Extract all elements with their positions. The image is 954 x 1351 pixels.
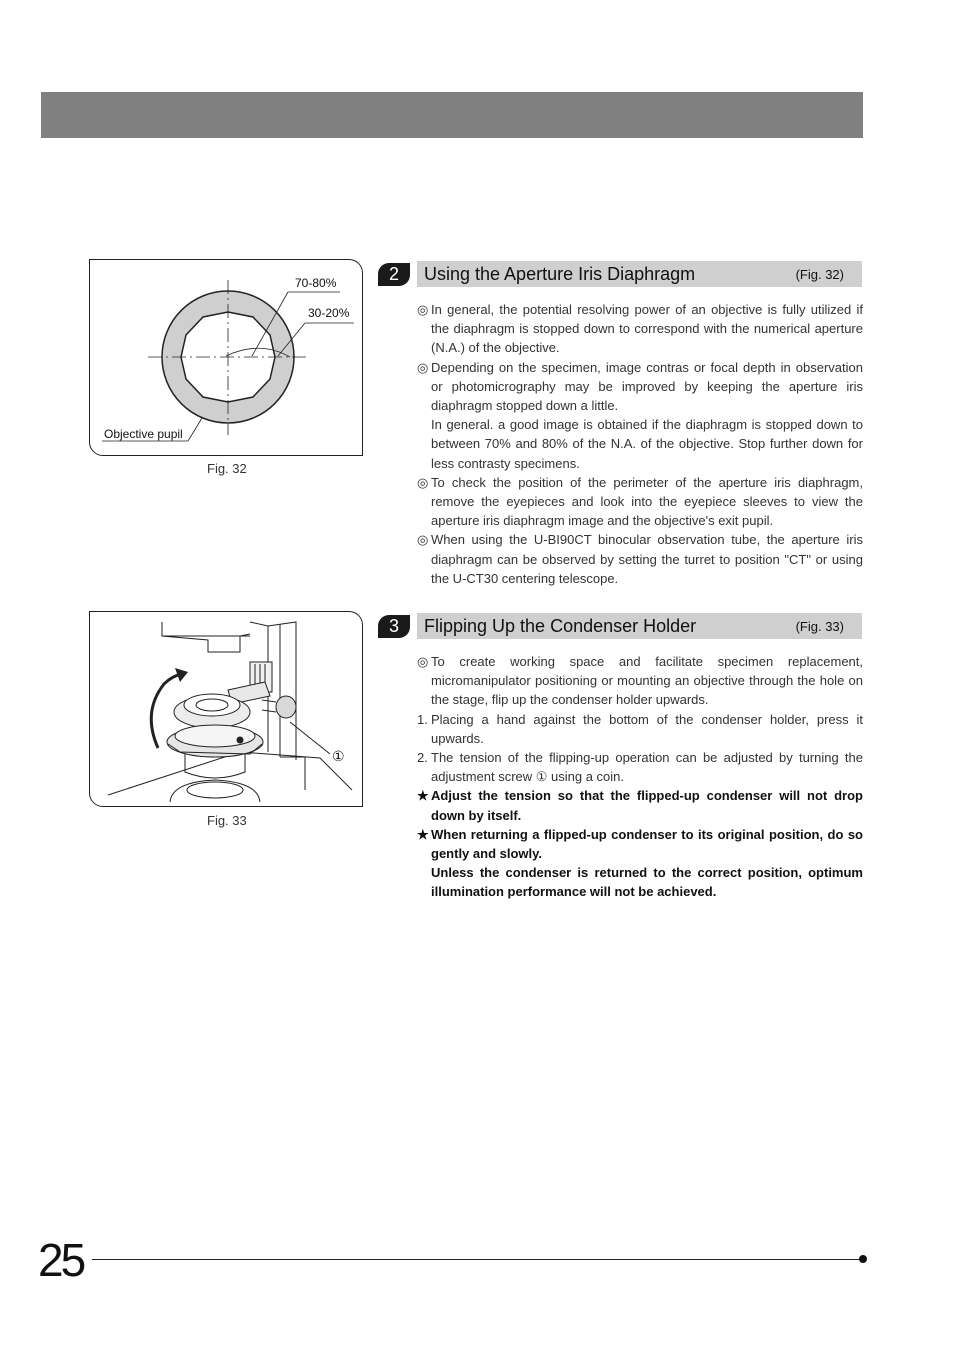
fig32-caption: Fig. 32 [207, 461, 247, 476]
section-3-paragraph-1: ◎ To create working space and facilitate specimen replacement, micromanipulator positioning or mounting an objective through the hole on the stage, flip up the condenser holder upwards. [417, 654, 863, 708]
header-band [41, 92, 863, 138]
section-2-paragraph-4: ◎ When using the U-BI90CT binocular observation tube, the aperture iris diaphragm can be observed by setting the turret to position "CT" or using the U-CT30 centering telescope. [417, 532, 863, 586]
bullet-mark: ◎ [417, 654, 429, 669]
section-3-header [378, 613, 862, 639]
footer-dot [859, 1255, 867, 1263]
bullet-mark: ◎ [417, 532, 429, 548]
callout-screw: ① [332, 748, 345, 764]
section-2-header [378, 261, 862, 287]
section-3-body [417, 652, 863, 902]
section-2-number: 2 [378, 263, 410, 286]
step-number: 2. [417, 750, 428, 766]
star-icon: ★ [417, 788, 429, 804]
section-3-note-2: ★ When returning a flipped-up condenser to its original position, do so gently and slowly. Unless the condenser is returned to the correct position, optimum illumination performance will not be achieved. [417, 825, 863, 902]
label-30-20: 30-20% [308, 306, 350, 320]
figure-32 [89, 259, 363, 456]
footer-rule [92, 1259, 862, 1260]
fig33-caption: Fig. 33 [207, 813, 247, 828]
section-2-paragraph-2: ◎ Depending on the specimen, image contras or focal depth in observation or photomicrography may be improved by keeping the aperture iris diaphragm stopped down a little. In general. a good image is obtained if the diaphragm is stopped down to between 70% and 80% of the N.A. of the objective. Stop further down for less contrasty specimens. [417, 358, 863, 473]
section-2-fig-ref: (Fig. 32) [795, 267, 844, 282]
section-3-title: Flipping Up the Condenser Holder [424, 616, 697, 636]
section-3-step-2: 2. The tension of the flipping-up operation can be adjusted by turning the adjustment screw ① using a coin. [417, 750, 863, 785]
star-icon: ★ [417, 826, 429, 842]
bullet-mark: ◎ [417, 474, 429, 490]
label-70-80: 70-80% [295, 276, 337, 290]
section-3-number: 3 [378, 615, 410, 638]
section-2-title: Using the Aperture Iris Diaphragm [424, 264, 696, 284]
section-2-paragraph-1: ◎ In general, the potential resolving power of an objective is fully utilized if the diaphragm is stopped down to correspond with the numerical aperture (N.A.) of the objective. [417, 302, 863, 356]
figure-33 [89, 611, 363, 807]
section-3-fig-ref: (Fig. 33) [795, 619, 844, 634]
bullet-mark: ◎ [417, 302, 429, 317]
page-number: 25 [38, 1234, 84, 1286]
label-objective-pupil: Objective pupil [104, 427, 183, 441]
section-3-note-1: ★ Adjust the tension so that the flipped-up condenser will not drop down by itself. [417, 788, 863, 823]
bullet-mark: ◎ [417, 359, 429, 375]
section-3-note-2b: Unless the condenser is returned to the correct position, optimum illumination performance will not be achieved. [431, 865, 863, 900]
condenser-illustration [90, 612, 362, 806]
step-number: 1. [417, 711, 428, 727]
section-2-body [417, 300, 863, 588]
section-2-paragraph-3: ◎ To check the position of the perimeter of the aperture iris diaphragm, remove the eyepieces and look into the eyepiece sleeves to view the aperture iris diaphragm image and the objective's exit pupil. [417, 474, 863, 529]
section-3-step-1: 1. Placing a hand against the bottom of the condenser holder, press it upwards. [417, 711, 863, 746]
section-2-paragraph-2b: In general. a good image is obtained if the diaphragm is stopped down to between 70% and 80% of the N.A. of the objective. Stop further down for less contrasty specimens. [431, 417, 863, 471]
